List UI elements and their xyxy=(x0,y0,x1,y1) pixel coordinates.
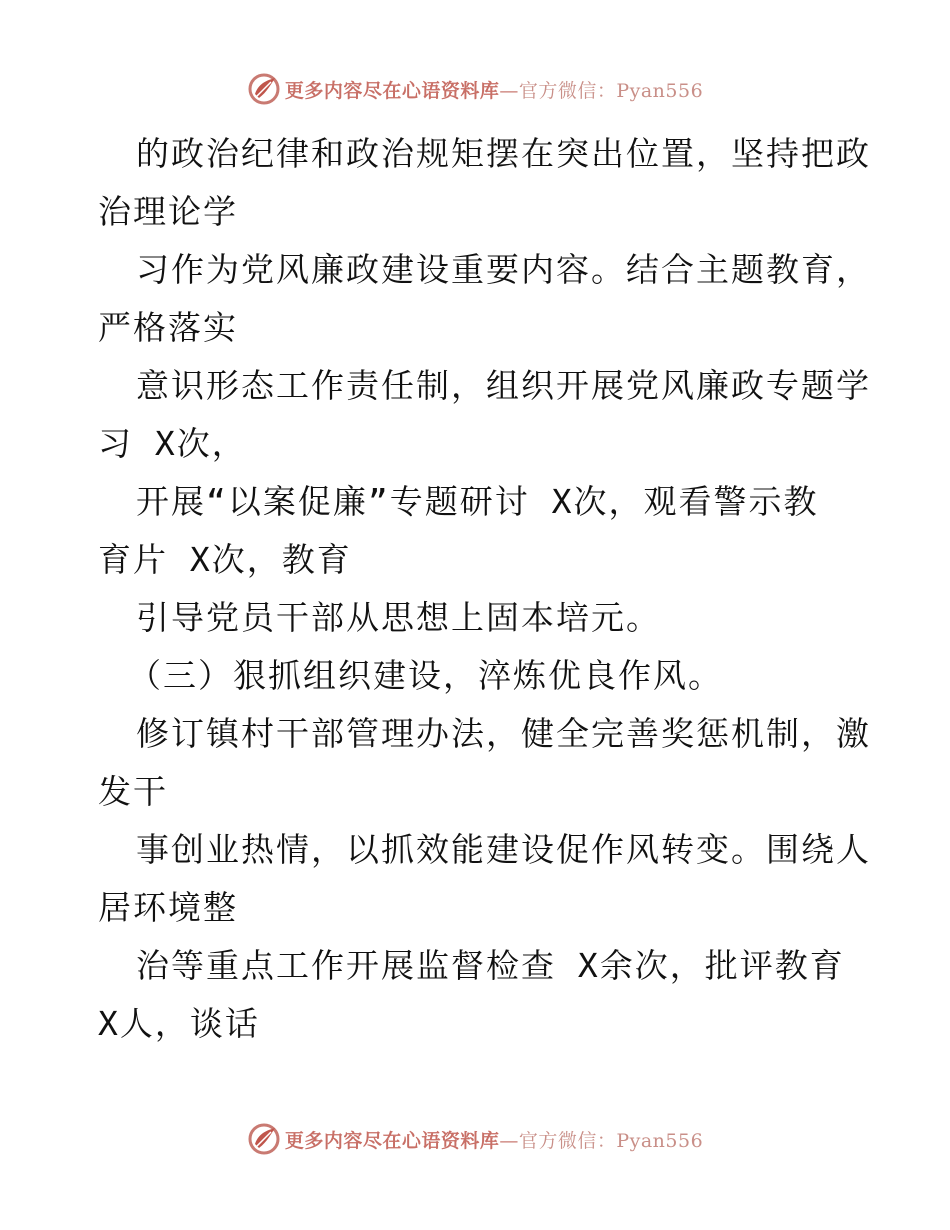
footer-banner-text xyxy=(285,1126,703,1153)
footer-brand-text: 更多内容尽在心语资料库 xyxy=(284,1129,500,1152)
header-wechat-text: 官方微信：Pyan556 xyxy=(518,79,704,102)
body-line: 治等重点工作开展监督检查 X余次，批评教育 xyxy=(136,946,845,985)
section-heading: （三）狠抓组织建设，淬炼优良作风。 xyxy=(128,656,723,695)
body-line: X人，谈话 xyxy=(98,1004,260,1043)
footer-wechat-text: 官方微信：Pyan556 xyxy=(518,1129,704,1152)
body-line: 开展“以案促廉”专题研讨 X次，观看警示教 xyxy=(136,482,819,521)
body-line: 事创业热情，以抓效能建设促作风转变。围绕人 xyxy=(136,830,871,869)
body-line: 意识形态工作责任制，组织开展党风廉政专题学 xyxy=(136,366,871,405)
body-line: 严格落实 xyxy=(98,308,238,347)
header-brand-text: 更多内容尽在心语资料库 xyxy=(284,79,500,102)
body-line: 习 X次， xyxy=(98,424,247,463)
body-line: 治理论学 xyxy=(98,192,238,231)
footer-separator: — xyxy=(499,1129,519,1152)
header-banner xyxy=(0,72,950,106)
body-line: 居环境整 xyxy=(98,888,238,927)
logo-icon xyxy=(247,1122,281,1156)
body-line: 引导党员干部从思想上固本培元。 xyxy=(136,598,661,637)
footer-banner xyxy=(0,1122,950,1156)
body-line: 的政治纪律和政治规矩摆在突出位置，坚持把政 xyxy=(136,134,871,173)
body-line: 修订镇村干部管理办法，健全完善奖惩机制，激 xyxy=(136,714,871,753)
header-banner-text xyxy=(285,76,703,103)
body-line: 育片 X次，教育 xyxy=(98,540,352,579)
body-line: 发干 xyxy=(98,772,168,811)
body-line: 习作为党风廉政建设重要内容。结合主题教育， xyxy=(136,250,871,289)
header-separator: — xyxy=(499,79,519,102)
logo-icon xyxy=(247,72,281,106)
